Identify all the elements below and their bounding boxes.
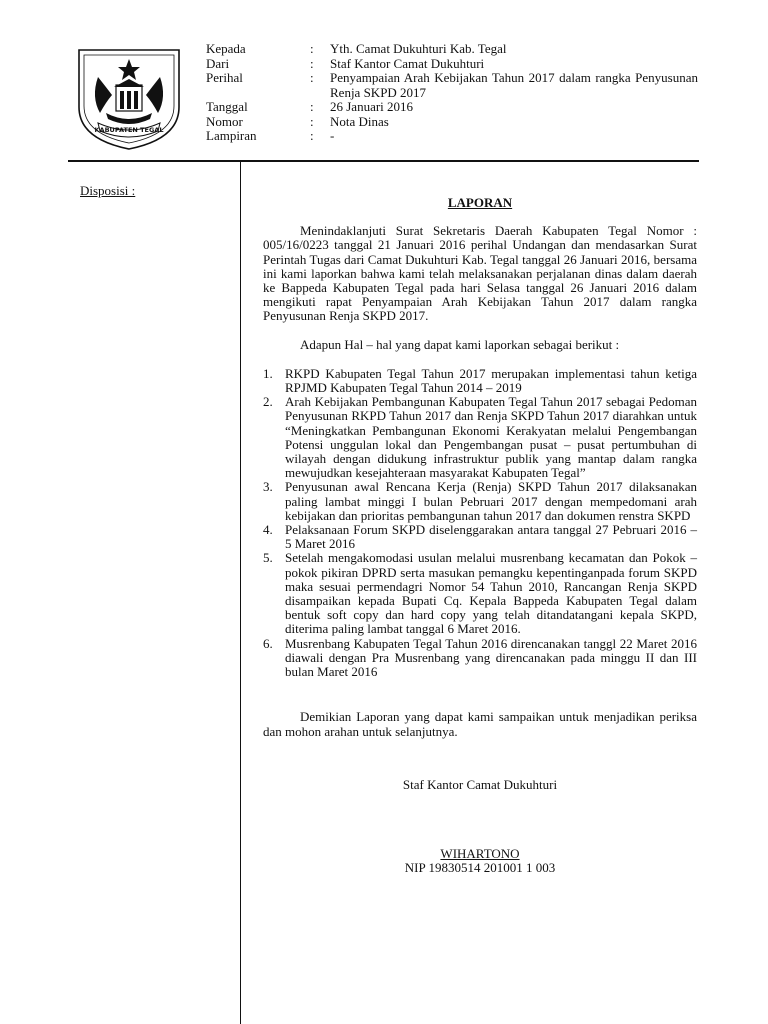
list-item	[263, 395, 697, 480]
list-item-number: 1.	[263, 365, 273, 381]
header-label: Tanggal	[206, 99, 248, 114]
list-item-number: 3.	[263, 479, 273, 495]
header-colon: :	[310, 99, 314, 114]
header-value: Yth. Camat Dukuhturi Kab. Tegal	[330, 41, 507, 56]
list-item	[263, 637, 697, 680]
intro-paragraph: Menindaklanjuti Surat Sekretaris Daerah Kabupaten Tegal Nomor : 005/16/0223 tanggal 21 Januari 2016 perihal Undangan dan mendasarkan Surat Perintah Tugas dari Camat Dukuhturi Kab. Tegal tanggal 26 Januari 2016, bersama ini kami laporkan bahwa kami telah melaksanakan perjalanan dinas dalam daerah ke Bappeda Kabupaten Tegal pada hari Selasa tanggal 26 Januari 2016 dalam mengikuti rapat Penyampaian Arah Kebijakan Tahun 2017 dalam rangka Penyusunan Renja SKPD 2017.	[263, 223, 697, 324]
header-row-dari	[206, 57, 698, 72]
list-item-text: Pelaksanaan Forum SKPD diselenggarakan antara tanggal 27 Pebruari 2016 – 5 Maret 2016	[285, 522, 697, 552]
list-item	[263, 523, 697, 551]
header-label: Lampiran	[206, 128, 257, 143]
header-colon: :	[310, 41, 314, 56]
memo-header	[206, 42, 698, 144]
list-item	[263, 367, 697, 395]
report-title: LAPORAN	[447, 195, 513, 210]
closing-paragraph: Demikian Laporan yang dapat kami sampaikan untuk menjadikan periksa dan mohon arahan untuk selanjutnya.	[263, 709, 697, 739]
svg-text:KABUPATEN TEGAL: KABUPATEN TEGAL	[94, 126, 164, 134]
report-body	[263, 196, 697, 875]
header-value: Nota Dinas	[330, 113, 389, 129]
list-item-number: 4.	[263, 522, 273, 538]
signer-title: Staf Kantor Camat Dukuhturi	[402, 776, 558, 792]
list-item	[263, 480, 697, 523]
header-value: Staf Kantor Camat Dukuhturi	[330, 55, 485, 71]
list-item-text: Penyusunan awal Rencana Kerja (Renja) SKPD Tahun 2017 dilaksanakan paling lambat minggi I bulan Pebruari 2017 dengan mempedomani arah kebijakan dan prioritas pembangunan tahun 2017 dan dokumen renstra SKPD	[285, 479, 697, 523]
header-colon: :	[310, 113, 314, 129]
header-row-nomor	[206, 115, 698, 130]
header-value: 26 Januari 2016	[330, 99, 414, 114]
header-value: Penyampaian Arah Kebijakan Tahun 2017 dalam rangka Penyusunan Renja SKPD 2017	[330, 70, 698, 100]
disposisi-label: Disposisi :	[80, 183, 136, 198]
list-item-text: Setelah mengakomodasi usulan melalui musrenbang kecamatan dan Pokok – pokok pikiran DPRD serta masukan pemangku kepentinganpada forum SKPD maka sesuai permendagri Nomor 54 Tahun 2010, Rancangan Renja SKPD disampaikan kepada Bupati Cq. Kepala Bappeda Kabupaten Tegal dalam bentuk soft copy dan hard copy yang telah ditandatangani kepala SKPD, diterima paling lambat tanggal 6 Maret 2016.	[285, 550, 697, 637]
header-value: -	[330, 128, 335, 143]
regency-emblem	[76, 47, 182, 151]
lead-paragraph: Adapun Hal – hal yang dapat kami laporkan sebagai berikut :	[300, 336, 620, 352]
header-label: Nomor	[206, 113, 243, 129]
header-row-kepada	[206, 42, 698, 57]
header-label: Dari	[206, 55, 230, 71]
header-colon: :	[310, 70, 314, 85]
header-row-perihal	[206, 71, 698, 100]
list-item-number: 6.	[263, 635, 273, 651]
signer-name: WIHARTONO	[440, 845, 520, 861]
list-item-text: Arah Kebijakan Pembangunan Kabupaten Tegal Tahun 2017 sebagai Pedoman Penyusunan RKPD Tahun 2017 dan Renja SKPD Tahun 2017 diarahkan untuk “Meningkatkan Pembangunan Ekonomi Kerakyatan melalui Pengembangan Potensi unggulan lokal dan Pengembangan pusat – pusat pertumbuhan di wilayah dengan didukung infrastruktur publik yang mantap dalam rangka mewujudkan kesejahteraan masyarakat Kabupaten Tegal”	[285, 394, 697, 481]
header-label: Perihal	[206, 70, 243, 85]
list-item-number: 2.	[263, 394, 273, 410]
header-row-lampiran	[206, 129, 698, 144]
list-item-number: 5.	[263, 550, 273, 566]
list-item	[263, 551, 697, 636]
signer-nip: NIP 19830514 201001 1 003	[404, 860, 556, 876]
header-colon: :	[310, 55, 314, 71]
header-label: Kepada	[206, 41, 246, 56]
findings-list	[263, 367, 697, 679]
list-item-text: Musrenbang Kabupaten Tegal Tahun 2016 direncanakan tanggl 22 Maret 2016 diawali dengan Pra Musrenbang yang direncanakan pada minggu II dan III bulan Maret 2016	[285, 635, 697, 680]
emblem-shield-icon	[76, 47, 182, 151]
header-row-tanggal	[206, 100, 698, 115]
header-divider	[68, 160, 699, 162]
header-colon: :	[310, 128, 314, 143]
margin-divider	[240, 160, 241, 1024]
list-item-text: RKPD Kabupaten Tegal Tahun 2017 merupakan implementasi tahun ketiga RPJMD Kabupaten Tegal Tahun 2014 – 2019	[285, 365, 697, 396]
